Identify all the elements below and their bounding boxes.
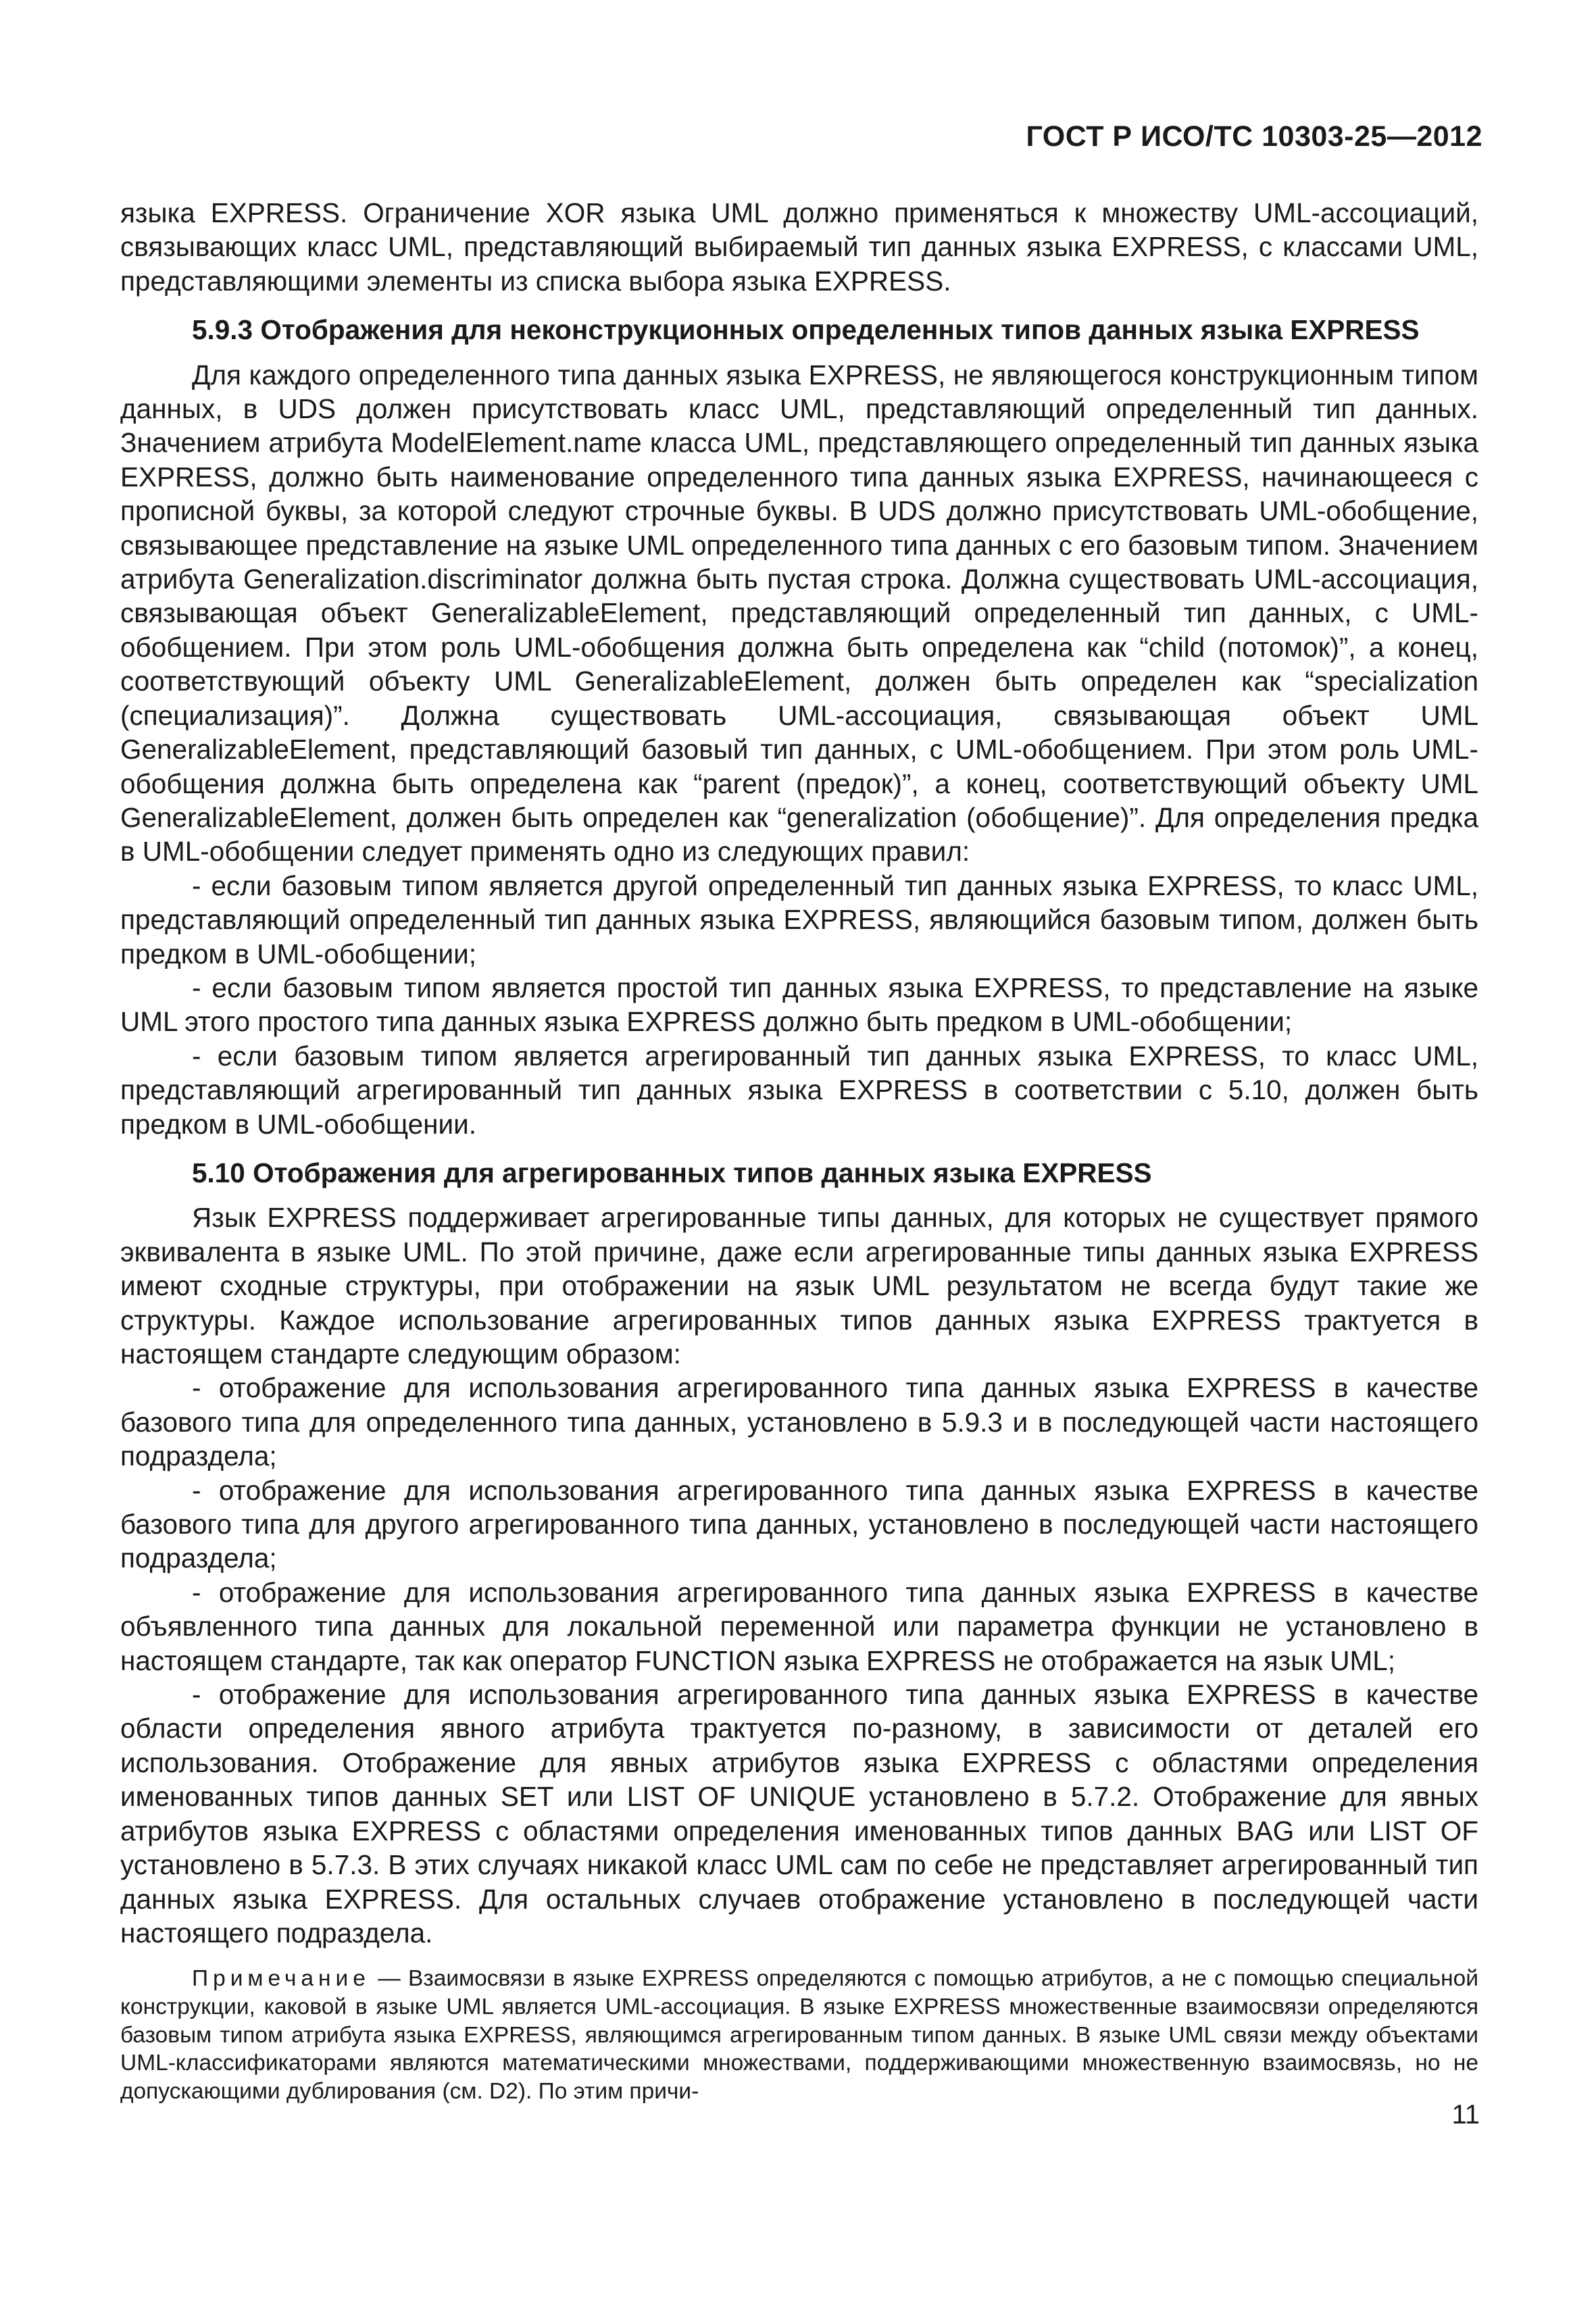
section-heading-5-10: 5.10 Отображения для агрегированных типов данных языка EXPRESS [192,1157,1152,1188]
section-heading-5-9-3: 5.9.3 Отображения для неконструкционных определенных типов данных языка EXPRESS [192,314,1420,346]
note-text: — Взаимосвязи в языке EXPRESS определяются с помощью атрибутов, а не с помощью специальной конструкции, каковой в языке UML является UML-ассоциация. В языке EXPRESS множественные взаимосвязи определяются базовым типом атрибута языка EXPRESS, являющимся агрегированным типом данных. В языке UML связи между объектами UML-классификаторами являются математическими множествами, поддерживающими множественную взаимосвязь, но не допускающими дублирования (см. D2). По этим причи- [120,1966,1478,2104]
list-item: - отображение для использования агрегированного типа данных языка EXPRESS в качестве базового типа для другого агрегированного типа данных, установлено в последующей части настоящего подраздела; [120,1474,1478,1574]
list-item: - если базовым типом является другой определенный тип данных языка EXPRESS, то класс UML, представляющий определенный тип данных языка EXPRESS, являющийся базовым типом, должен быть предком в UML-обобщении; [120,870,1478,970]
list-item: - отображение для использования агрегированного типа данных языка EXPRESS в качестве объявленного типа данных для локальной переменной или параметра функции не установлено в настоящем стандарте, так как оператор FUNCTION языка EXPRESS не отображается на язык UML; [120,1576,1478,1676]
list-item: - если базовым типом является простой тип данных языка EXPRESS, то представление на языке UML этого простого типа данных языка EXPRESS должно быть предком в UML-обобщении; [120,972,1478,1038]
note [120,1965,1478,2105]
list-item: - если базовым типом является агрегированный тип данных языка EXPRESS, то класс UML, представляющий агрегированный тип данных языка EXPRESS в соответствии с 5.10, должен быть предком в UML-обобщении. [120,1040,1478,1140]
note-label: Примечание [192,1966,370,1992]
page-number: 11 [1451,2100,1480,2130]
paragraph: Для каждого определенного типа данных языка EXPRESS, не являющегося конструкционным типом данных, в UDS должен присутствовать класс UML, представляющий определенный тип данных. Значением атрибута ModelElement.name класса UML, представляющего определенный тип данных языка EXPRESS, должно быть наименование определенного типа данных языка EXPRESS, начинающееся с прописной буквы, за которой следуют строчные буквы. В UDS должно присутствовать UML-обобщение, связывающее представление на языке UML определенного типа данных с его базовым типом. Значением атрибута Generalization.discriminator должна быть пустая строка. Должна существовать UML-ассоциация, связывающая объект GeneralizableElement, представляющий определенный тип данных, с UML-обобщением. При этом роль UML-обобщения должна быть определена как “child (потомок)”, а конец, соответствующий объекту UML GeneralizableElement, должен быть определен как “specialization (специализация)”. Должна существовать UML-ассоциация, связывающая объект UML GeneralizableElement, представляющий базовый тип данных, с UML-обобщением. При этом роль UML-обобщения должна быть определена как “parent (предок)”, а конец, соответствующий объекту UML GeneralizableElement, должен быть определен как “generalization (обобщение)”. Для определения предка в UML-обобщении следует применять одно из следующих правил: [120,359,1478,867]
paragraph: Язык EXPRESS поддерживает агрегированные типы данных, для которых не существует прямого эквивалента в языке UML. По этой причине, даже если агрегированные типы данных языка EXPRESS имеют сходные структуры, при отображении на язык UML результатом не всегда будут такие же структуры. Каждое использование агрегированных типов данных языка EXPRESS трактуется в настоящем стандарте следующим образом: [120,1202,1478,1369]
paragraph: языка EXPRESS. Ограничение XOR языка UML должно применяться к множеству UML-ассоциаций, связывающих класс UML, представляющий выбираемый тип данных языка EXPRESS, с классами UML, представляющими элементы из списка выбора языка EXPRESS. [120,197,1478,297]
list-item: - отображение для использования агрегированного типа данных языка EXPRESS в качестве базового типа для определенного типа данных, установлено в 5.9.3 и в последующей части настоящего подраздела; [120,1372,1478,1472]
list-item: - отображение для использования агрегированного типа данных языка EXPRESS в качестве области определения явного атрибута трактуется по-разному, в зависимости от деталей его использования. Отображение для явных атрибутов языка EXPRESS с областями определения именованных типов данных SET или LIST OF UNIQUE установлено в 5.7.2. Отображение для явных атрибутов языка EXPRESS с областями определения именованных типов данных BAG или LIST OF установлено в 5.7.3. В этих случаях никакой класс UML сам по себе не представляет агрегированный тип данных языка EXPRESS. Для остальных случаев отображение установлено в последующей части настоящего подраздела. [120,1679,1478,1948]
document-header: ГОСТ Р ИСО/ТС 10303-25—2012 [1026,120,1482,153]
main-content [120,196,1478,2105]
